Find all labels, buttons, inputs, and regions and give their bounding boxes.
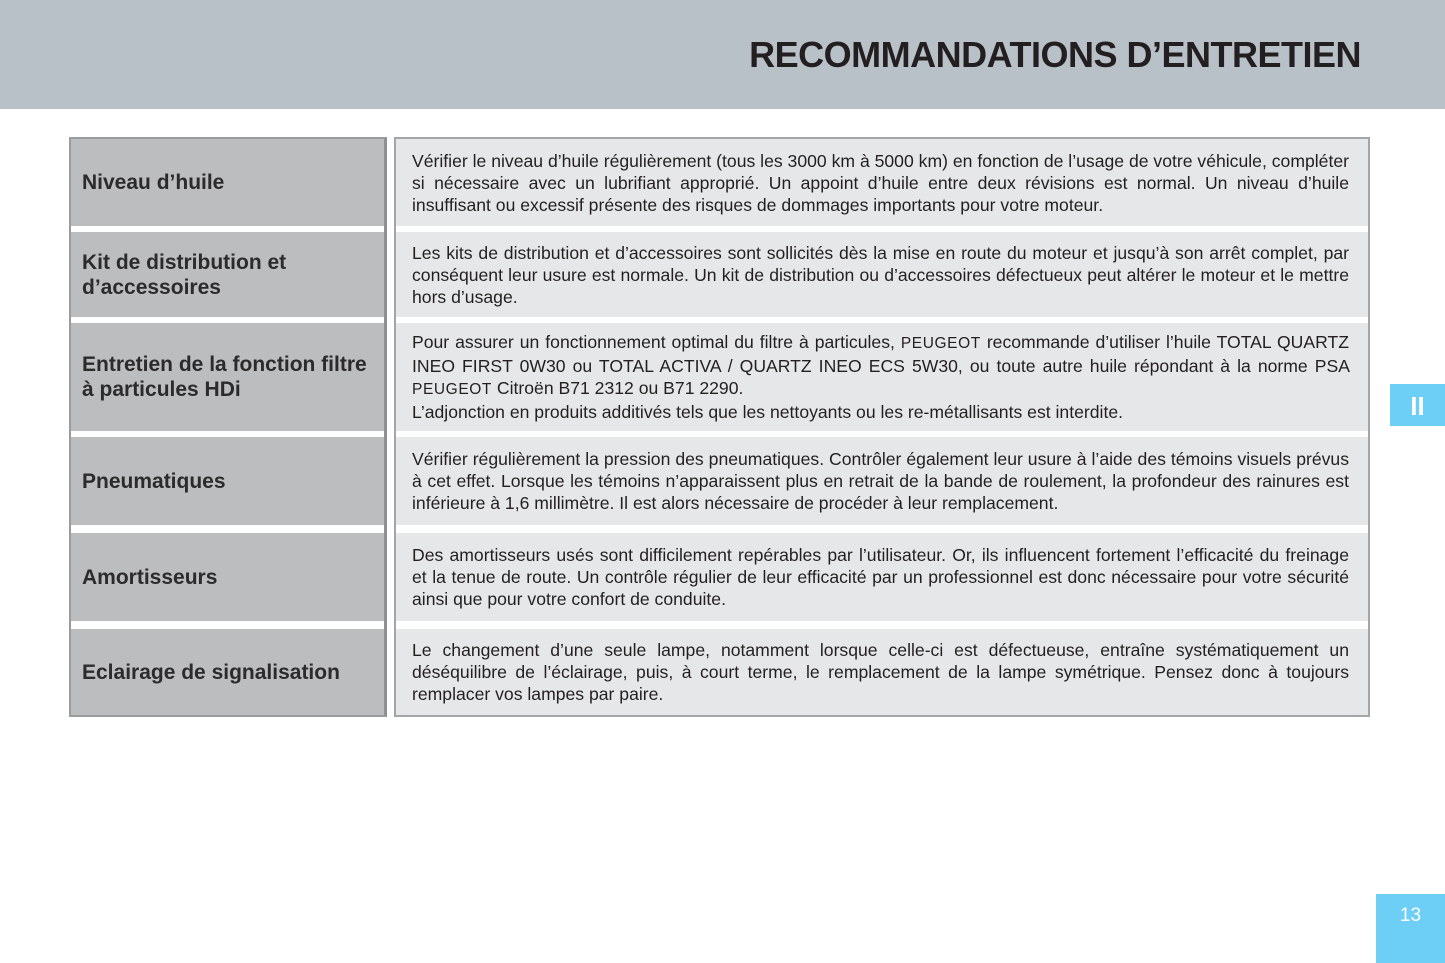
text-segment: Citroën B71 2312 ou B71 2290. [496,378,744,398]
row-paragraph: Vérifier le niveau d’huile régulièrement (tous les 3000 km à 5000 km) en fonction de l’usage de votre véhicule, compléter si nécessaire avec un lubrifiant approprié. Un appoint d’huile entre deux révisions est normal. Un niveau d’huile insuffisant ou excessif présente des risques de dommages importants pour votre moteur. [412,150,1349,215]
row-text-oil-level [396,139,1368,226]
row-text-signal-lighting [396,629,1368,715]
row-paragraph: Vérifier régulièrement la pression des pneumatiques. Contrôler également leur usure à l’aide des témoins visuels prévus à cet effet. Lorsque les témoins n’apparaissent plus en retrait de la bande de roulement, la profondeur des rainures est inférieure à 1,6 millimètre. Il est alors nécessaire de procéder à leur remplacement. [412,449,1349,513]
row-paragraph: Le changement d’une seule lampe, notamment lorsque celle-ci est défectueuse, entraîne systématiquement un déséquilibre de l’éclairage, puis, à court terme, le remplacement de la lampe symétrique. Pensez donc à toujours remplacer vos lampes par paire. [412,640,1349,704]
text-segment: Pour assurer un fonctionnement optimal du filtre à particules, [412,332,895,352]
page-number: 13 [1376,894,1445,963]
row-text-timing-kit [396,232,1368,317]
row-paragraph [412,331,1349,423]
labels-column [69,137,387,717]
row-paragraph: Les kits de distribution et d’accessoires sont sollicités dès la mise en route du moteur et jusqu’à son arrêt complet, par conséquent leur usure est normale. Un kit de distribution ou d’accessoires défectueux peut altérer le moteur et le mettre hors d’usage. [412,242,1349,307]
brand-name: PEUGEOT [412,381,492,398]
page-title: RECOMMANDATIONS D’ENTRETIEN [749,34,1361,75]
page-header [0,0,1445,109]
row-label-signal-lighting: Eclairage de signalisation [71,629,384,715]
row-label-shock-absorbers: Amortisseurs [71,533,384,621]
row-text-tyres [396,437,1368,525]
descriptions-column [394,137,1370,717]
section-tab-marker: II [1390,384,1445,426]
text-segment: recommande d’utiliser l’huile TOTAL QUARTZ INEO FIRST 0W30 ou TOTAL ACTIVA / QUARTZ INEO ECS 5W30, ou toute autre huile répondant à la norme PSA [412,332,1349,376]
row-text-shock-absorbers [396,533,1368,621]
row-label-timing-kit: Kit de distribution et d’accessoires [71,232,384,317]
text-segment: L’adjonction en produits additivés tels que les nettoyants ou les re-métallisants est interdite. [412,402,1124,422]
row-text-particle-filter [396,323,1368,431]
row-paragraph: Des amortisseurs usés sont difficilement repérables par l’utilisateur. Or, ils influencent fortement l’efficacité du freinage et la tenue de route. Un contrôle régulier de leur efficacité par un professionnel est donc nécessaire pour votre sécurité ainsi que pour votre confort de conduite. [412,545,1349,609]
row-label-particle-filter: Entretien de la fonction filtre à particules HDi [71,323,384,431]
brand-name: PEUGEOT [900,335,981,352]
row-label-oil-level: Niveau d’huile [71,139,384,226]
row-label-tyres: Pneumatiques [71,437,384,525]
